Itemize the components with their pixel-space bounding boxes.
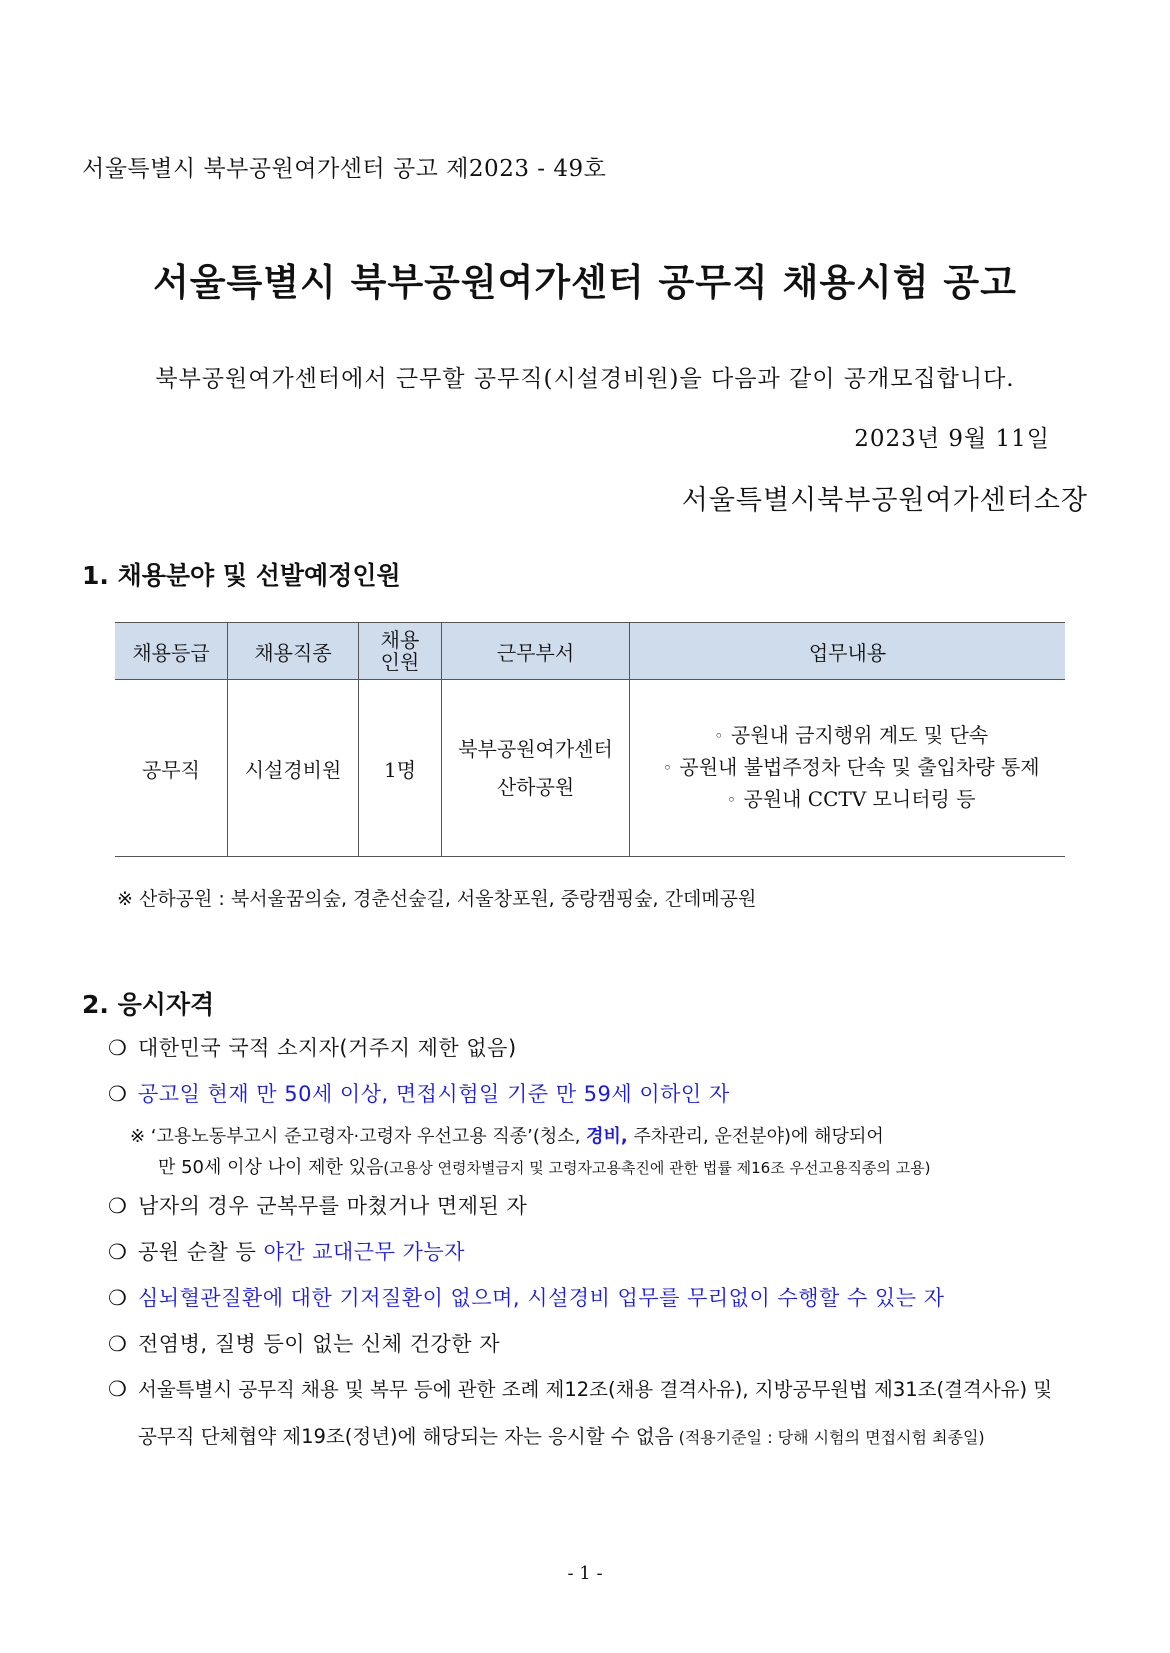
age-note-line1 [130, 1122, 884, 1148]
section-1-title: 1. 채용분야 및 선발예정인원 [82, 561, 401, 590]
age-note-line2 [158, 1153, 931, 1179]
circle-bullet-icon: ❍ [108, 1377, 127, 1401]
cell-job-type: 시설경비원 [228, 680, 359, 857]
age-note-text: 주차관리, 운전분야)에 해당되어 [627, 1126, 884, 1147]
notice-date: 2023년 9월 11일 [854, 426, 1050, 452]
duty-item [630, 784, 1065, 816]
cell-department [442, 680, 630, 857]
qualification-text: 전염병, 질병 등이 없는 신체 건강한 자 [138, 1332, 501, 1356]
qualification-text: 공고일 현재 만 50세 이상, 면접시험일 기준 만 59세 이하인 자 [138, 1082, 730, 1106]
circle-bullet-icon: ❍ [108, 1286, 128, 1310]
header-grade: 채용등급 [115, 623, 228, 680]
circle-bullet-icon: ❍ [108, 1194, 128, 1218]
qualification-highlight: 야간 교대근무 가능자 [263, 1240, 465, 1264]
qualification-item [108, 1236, 465, 1266]
header-duties: 업무내용 [630, 623, 1066, 680]
qualification-text: 공원 순찰 등 [138, 1240, 264, 1264]
qualification-reference-date: (적용기준일 : 당해 시험의 면접시험 최종일) [673, 1428, 985, 1447]
intro-text: 북부공원여가센터에서 근무할 공무직(시설경비원)을 다음과 같이 공개모집합니다. [155, 366, 1015, 392]
department-line1: 북부공원여가센터 [458, 737, 613, 761]
duty-text: 공원내 금지행위 계도 및 단속 [730, 723, 989, 747]
header-count-line1: 채용 [380, 627, 420, 652]
duty-item [630, 752, 1065, 784]
parks-note: ※ 산하공원 : 북서울꿈의숲, 경춘선숲길, 서울창포원, 중랑캠핑숲, 간데메공원 [117, 888, 757, 910]
circle-bullet-icon: ❍ [108, 1036, 128, 1060]
cell-count: 1명 [359, 680, 442, 857]
duty-text: 공원내 CCTV 모니터링 등 [743, 787, 976, 811]
qualification-item [108, 1032, 517, 1062]
qualification-item [108, 1078, 730, 1108]
header-job-type: 채용직종 [228, 623, 359, 680]
notice-number: 서울특별시 북부공원여가센터 공고 제2023 - 49호 [82, 156, 607, 182]
duty-item [630, 720, 1065, 752]
qualification-text: 심뇌혈관질환에 대한 기저질환이 없으며, 시설경비 업무를 무리없이 수행할 수 있는 자 [138, 1286, 945, 1310]
duty-text: 공원내 불법주정차 단속 및 출입차량 통제 [679, 755, 1040, 779]
qualification-text: 남자의 경우 군복무를 마쳤거나 면제된 자 [138, 1194, 528, 1218]
table-header-row [115, 623, 1065, 680]
table-row [115, 680, 1065, 857]
recruitment-table [115, 622, 1065, 857]
page-number: - 1 - [567, 1563, 603, 1584]
qualification-item [108, 1282, 944, 1312]
page-title: 서울특별시 북부공원여가센터 공무직 채용시험 공고 [153, 261, 1017, 304]
duty-bullet: ◦ [714, 727, 724, 745]
cell-grade: 공무직 [115, 680, 228, 857]
age-note-highlight: 경비, [586, 1126, 628, 1147]
cell-duties [630, 680, 1066, 857]
duty-bullet: ◦ [727, 791, 736, 809]
circle-bullet-icon: ❍ [108, 1082, 128, 1106]
header-department: 근무부서 [442, 623, 630, 680]
circle-bullet-icon: ❍ [108, 1332, 128, 1356]
duty-bullet: ◦ [662, 759, 672, 777]
qualification-text: 대한민국 국적 소지자(거주지 제한 없음) [138, 1036, 517, 1060]
qualification-text: 서울특별시 공무직 채용 및 복무 등에 관한 조례 제12조(채용 결격사유), 지방공무원법 제31조(결격사유) 및 [138, 1378, 1053, 1401]
qualification-item-cont [138, 1421, 985, 1449]
qualification-item [108, 1328, 500, 1358]
qualification-text: 공무직 단체협약 제19조(정년)에 해당되는 자는 응시할 수 없음 [138, 1425, 674, 1448]
qualification-item [108, 1190, 527, 1220]
section-2-title: 2. 응시자격 [82, 990, 215, 1019]
header-count-line2: 인원 [380, 649, 420, 674]
age-note-text: 만 50세 이상 나이 제한 있음 [158, 1157, 384, 1178]
circle-bullet-icon: ❍ [108, 1240, 128, 1264]
department-line2: 산하공원 [496, 775, 575, 799]
qualification-item [108, 1374, 1052, 1402]
issuer: 서울특별시북부공원여가센터소장 [681, 485, 1088, 516]
age-note-law: (고용상 연령차별금지 및 고령자고용촉진에 관한 법률 제16조 우선고용직종의 고용) [383, 1159, 931, 1177]
age-note-text: ※ ‘고용노동부고시 준고령자·고령자 우선고용 직종’(청소, [130, 1126, 587, 1147]
header-count [359, 623, 442, 680]
